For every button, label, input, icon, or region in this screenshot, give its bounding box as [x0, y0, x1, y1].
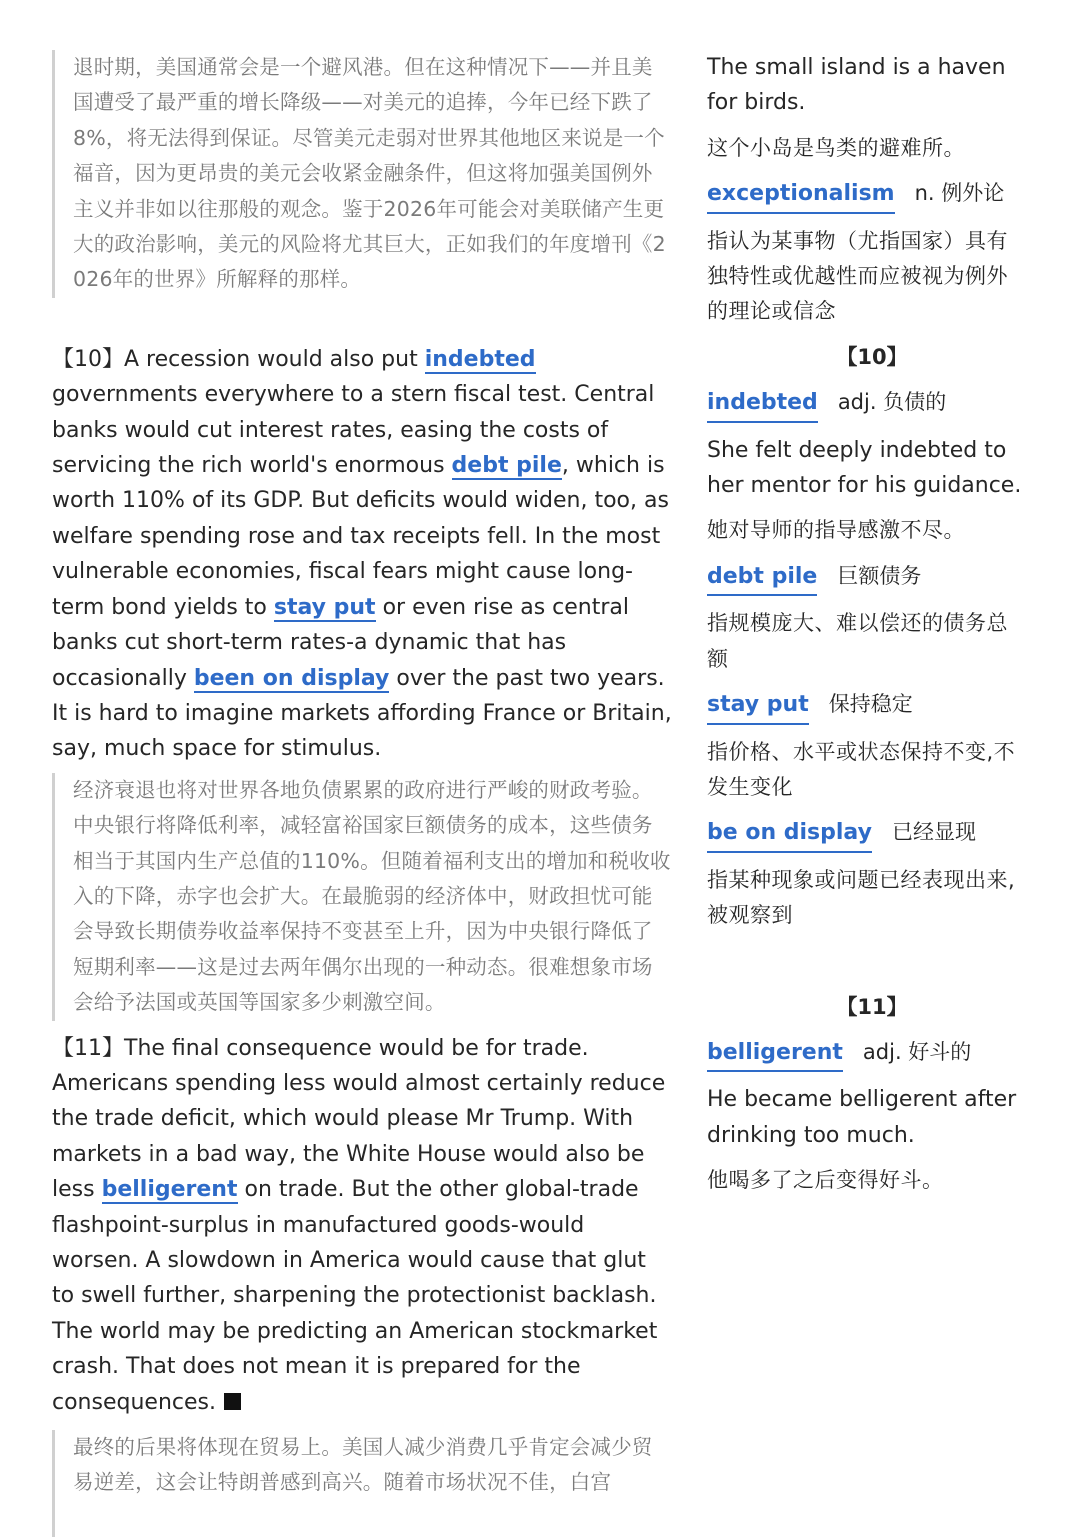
example-sentence-zh: 她对导师的指导感激不尽。	[707, 518, 965, 543]
end-mark-icon	[224, 1393, 241, 1410]
paragraph-number: 【11】	[52, 1035, 124, 1061]
vocab-entry-indebted	[707, 385, 1027, 422]
vocab-entry-debt-pile	[707, 559, 1027, 596]
keyword-been-on-display[interactable]: been on display	[193, 665, 390, 691]
example-sentence-en: She felt deeply indebted to her mentor for his guidance.	[707, 437, 1022, 499]
paragraph-11	[52, 1031, 672, 1420]
paragraph-text: on trade. But the other global-trade flashpoint-surplus in manufactured goods-would worsen. A slowdown in America would cause that glut to swell further, sharpening the protectionist backlash. The world may be predicting an American stockmarket crash. That does not mean it is prepared for the consequences.	[52, 1177, 658, 1415]
vocab-meaning: 已经显现	[891, 820, 976, 845]
example-sentence-zh: 这个小岛是鸟类的避难所。	[707, 135, 965, 160]
translation-text: 退时期，美国通常会是一个避风港。但在这种情况下——并且美国遭受了最严重的增长降级——对美元的追捧，今年已经下跌了8%，将无法得到保证。尽管美元走弱对世界其他地区来说是一个福音，因为更昂贵的美元会收紧金融条件，但这将加强美国例外主义并非如以往那般的观念。鉴于2026年可能会对美联储产生更大的政治影响，美元的风险将尤其巨大，正如我们的年度增刊《2026年的世界》所解释的那样。	[73, 55, 666, 292]
paragraph-text: , which is worth 110% of its GDP. But deficits would widen, too, as welfare spending rose and tax receipts fell. In the most vulnerable economies, fiscal fears might cause long-term bond yields to	[52, 453, 669, 620]
keyword-stay-put[interactable]: stay put	[273, 594, 376, 620]
translation-quote-top	[52, 50, 672, 298]
keyword-belligerent[interactable]: belligerent	[101, 1177, 238, 1203]
paragraph-10	[52, 342, 672, 767]
vocab-meaning: 巨额债务	[837, 563, 922, 588]
example-sentence-en: He became belligerent after drinking too much.	[707, 1087, 1017, 1148]
vocabulary-column	[707, 50, 1027, 1199]
paragraph-text: or even rise as central banks cut short-term rates-a dynamic that has occasionally	[52, 594, 630, 691]
section-heading-11: 【11】	[836, 994, 908, 1019]
translation-text: 最终的后果将体现在贸易上。美国人减少消费几乎肯定会减少贸易逆差，这会让特朗普感到高兴。随着市场状况不佳，白宫	[73, 1435, 653, 1495]
translation-quote-10	[52, 773, 672, 1021]
keyword-debt-pile[interactable]: debt pile	[451, 453, 562, 479]
paragraph-text: A recession would also put	[124, 346, 425, 372]
translation-quote-11	[52, 1430, 672, 1537]
keyword-indebted[interactable]: indebted	[424, 346, 536, 372]
vocab-meaning: adj. 负债的	[837, 390, 947, 415]
vocab-word[interactable]: indebted	[707, 385, 818, 422]
vocab-meaning: 保持稳定	[828, 692, 913, 717]
paragraph-number: 【10】	[52, 346, 124, 372]
vocab-meaning: n. 例外论	[914, 181, 1005, 206]
vocab-word[interactable]: debt pile	[707, 559, 817, 596]
vocab-definition: 指规模庞大、难以偿还的债务总额	[707, 611, 1008, 671]
vocab-entry-belligerent	[707, 1035, 1027, 1072]
article-column	[52, 50, 672, 1537]
example-sentence-zh: 他喝多了之后变得好斗。	[707, 1168, 944, 1193]
vocab-word[interactable]: stay put	[707, 687, 809, 724]
vocab-definition: 指认为某事物（尤指国家）具有独特性或优越性而应被视为例外的理论或信念	[707, 228, 1008, 324]
vocab-word[interactable]: be on display	[707, 815, 872, 852]
paragraph-text: The final consequence would be for trade. Americans spending less would almost certainly reduce the trade deficit, which would please Mr Trump. With markets in a bad way, the White House would also be less	[52, 1035, 666, 1203]
paragraph-text: governments everywhere to a stern fiscal test. Central banks would cut interest rates, easing the costs of servicing the rich world's enormous	[52, 382, 655, 479]
example-sentence-en: The small island is a haven for birds.	[707, 55, 1006, 116]
vocab-definition: 指价格、水平或状态保持不变,不发生变化	[707, 739, 1016, 799]
vocab-entry-stay-put	[707, 687, 1027, 724]
vocab-meaning: adj. 好斗的	[862, 1039, 972, 1064]
vocab-definition: 指某种现象或问题已经表现出来,被观察到	[707, 867, 1016, 928]
translation-text: 经济衰退也将对世界各地负债累累的政府进行严峻的财政考验。中央银行将降低利率，减轻富裕国家巨额债务的成本，这些债务相当于其国内生产总值的110%。但随着福利支出的增加和税收收入的下降，赤字也会扩大。在最脆弱的经济体中，财政担忧可能会导致长期债券收益率保持不变甚至上升，因为中央银行降低了短期利率——这是过去两年偶尔出现的一种动态。很难想象市场会给予法国或英国等国家多少刺激空间。	[73, 777, 671, 1015]
section-heading-10: 【10】	[836, 344, 908, 369]
vocab-word[interactable]: belligerent	[707, 1035, 843, 1072]
paragraph-text: over the past two years. It is hard to imagine markets affording France or Britain, say, much space for stimulus.	[52, 665, 672, 762]
vocab-entry-exceptionalism	[707, 176, 1027, 213]
vocab-word[interactable]: exceptionalism	[707, 176, 895, 213]
vocab-entry-be-on-display	[707, 815, 1027, 852]
